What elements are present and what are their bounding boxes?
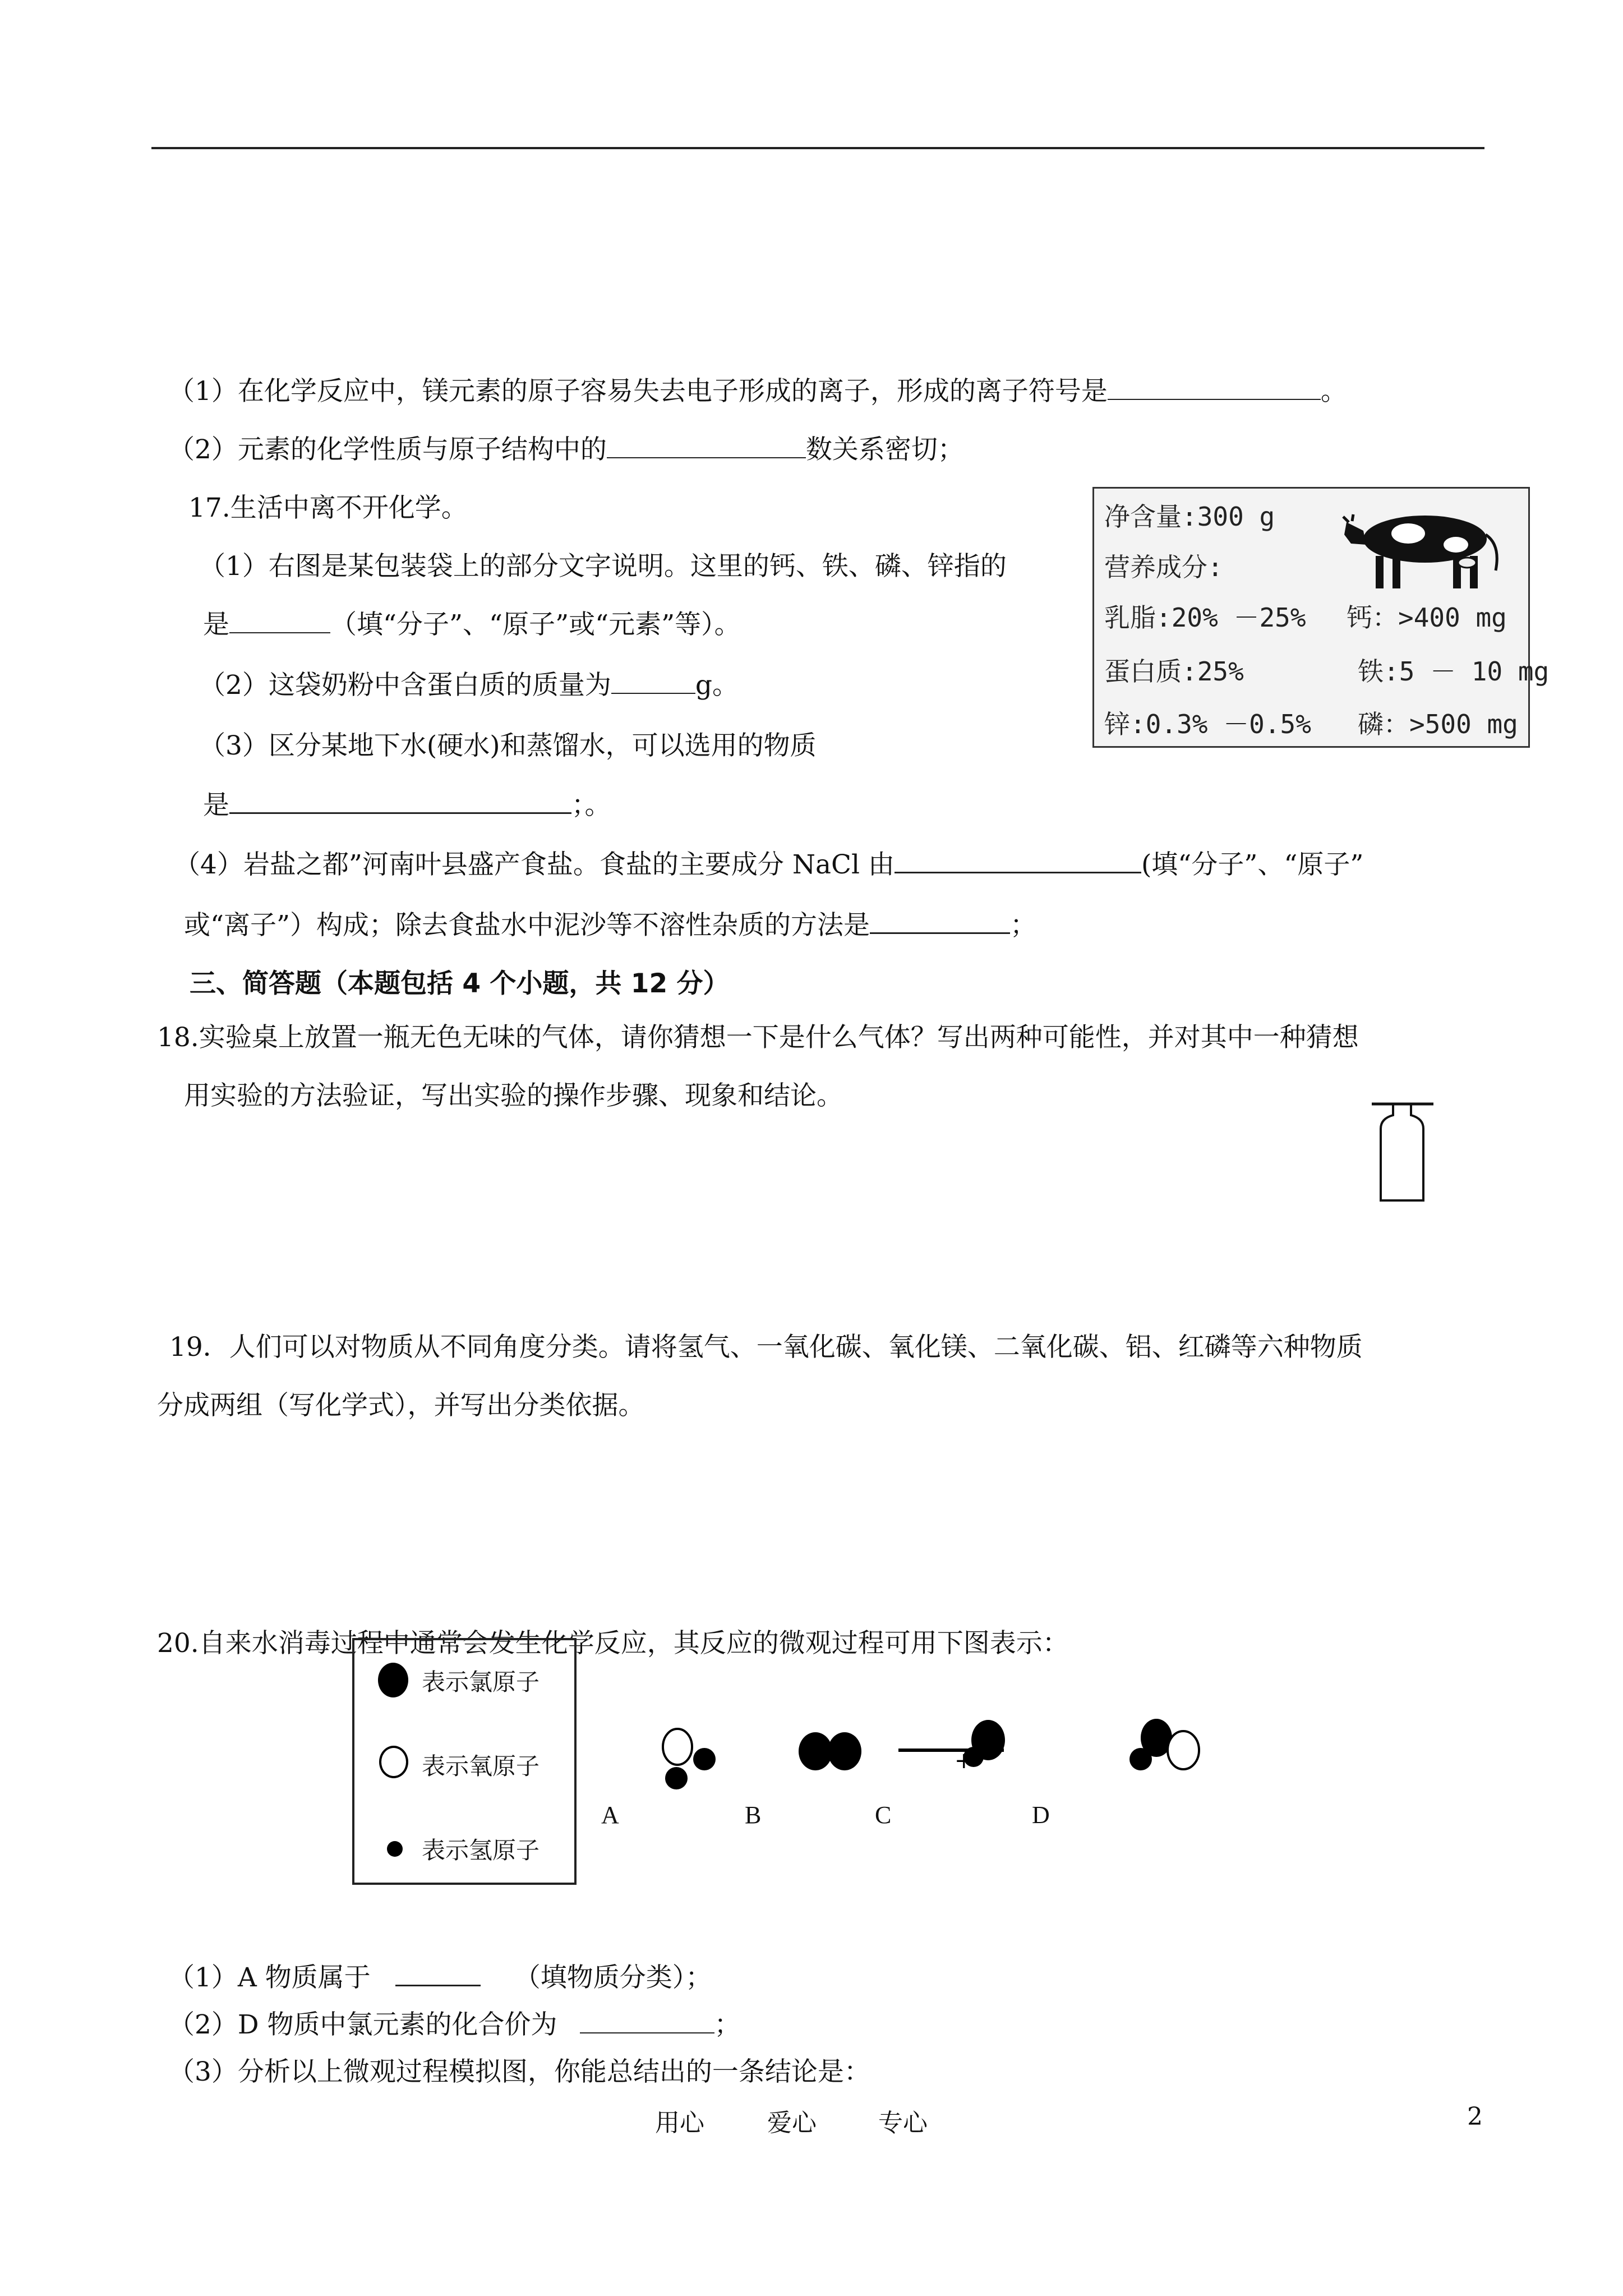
label-calcium: 钙：>400 mg [1347, 602, 1507, 633]
answer-blank-substance-class[interactable] [395, 1985, 481, 1986]
page-number: 2 [1467, 2102, 1483, 2131]
chlorine-atom-icon [378, 1663, 408, 1697]
legend-chlorine [354, 1658, 574, 1703]
q16-part2-end: 数关系密切； [805, 434, 964, 465]
q17-part2-end: g。 [695, 670, 739, 701]
answer-blank-ion-symbol[interactable] [1108, 399, 1321, 400]
q17-part3b [203, 789, 611, 822]
molecule-c [898, 1720, 1005, 1767]
label-a: A [601, 1801, 619, 1829]
label-phosphorus: 磷：>500 mg [1358, 709, 1518, 739]
q17-title: 17.生活中离不开化学。 [188, 493, 468, 523]
milk-package-label [1092, 487, 1550, 748]
q17-part4b [184, 909, 1036, 942]
q19-line2: 分成两组（写化学式），并写出分类依据。 [157, 1390, 645, 1421]
footer-word-2: 爱心 [767, 2109, 817, 2137]
q17-part1b-end: （填“分子”、“原子”或“元素”等）。 [330, 609, 741, 640]
q17-part4a [174, 848, 1363, 882]
q17-part3b-end: ；。 [571, 790, 611, 821]
q18-line1: 18.实验桌上放置一瓶无色无味的气体，请你猜想一下是什么气体？写出两种可能性，并对其中一种猜想 [157, 1022, 1359, 1053]
legend-chlorine-text: 表示氯原子 [422, 1668, 540, 1696]
q17-part4b-text: 或“离子”）构成；除去食盐水中泥沙等不溶性杂质的方法是 [184, 910, 870, 941]
q16-part2 [168, 433, 964, 467]
answer-blank-nacl-particles[interactable] [895, 872, 1141, 873]
label-d: D [1032, 1801, 1050, 1829]
answer-blank-electron-count[interactable] [607, 457, 806, 458]
answer-blank-element-type[interactable] [229, 632, 330, 633]
q16-part1-end: 。 [1320, 376, 1347, 407]
q20-sub2-text: （2）D 物质中氯元素的化合价为 [168, 2009, 557, 2040]
q20-intro: 20.自来水消毒过程中通常会发生化学反应，其反应的微观过程可用下图表示： [157, 1628, 1069, 1659]
section3-heading: 三、简答题（本题包括 4 个小题，共 12 分） [190, 968, 730, 999]
cow-icon [1341, 500, 1520, 595]
q20-sub1-end: （填物质分类）； [514, 1962, 712, 1993]
legend-oxygen-text: 表示氧原子 [422, 1752, 540, 1780]
legend-hydrogen-text: 表示氢原子 [422, 1837, 540, 1864]
q17-part3a: （3）区分某地下水(硬水)和蒸馏水，可以选用的物质 [199, 730, 817, 761]
q17-part4b-end: ； [1010, 910, 1037, 941]
label-c: C [875, 1801, 892, 1829]
gas-bottle-icon [1368, 1099, 1436, 1206]
label-iron: 铁:5 － 10 mg [1358, 656, 1550, 687]
label-nutrition: 营养成分: [1104, 552, 1223, 582]
q20-sub3: （3）分析以上微观过程模拟图，你能总结出的一条结论是： [168, 2056, 870, 2087]
label-fat: 乳脂:20% －25% [1104, 602, 1306, 633]
q20-sub2-end: ； [714, 2009, 741, 2040]
atom-legend [352, 1638, 577, 1885]
q17-part4a-end: (填“分子”、“原子” [1141, 849, 1364, 880]
molecule-a [663, 1729, 716, 1789]
q17-part3b-text: 是 [203, 790, 229, 821]
oxygen-atom-icon [379, 1746, 408, 1778]
answer-blank-separation-method[interactable] [870, 932, 1010, 934]
q19-line1: 19．人们可以对物质从不同角度分类。请将氢气、一氧化碳、氧化镁、二氧化碳、铝、红磷等六种物质 [169, 1332, 1363, 1363]
reaction-diagram [639, 1694, 1223, 1806]
answer-blank-reagent[interactable] [229, 812, 571, 814]
q18-line2: 用实验的方法验证，写出实验的操作步骤、现象和结论。 [184, 1080, 843, 1111]
hydrogen-atom-icon [387, 1841, 403, 1857]
answer-blank-protein-mass[interactable] [611, 693, 695, 694]
q16-part1-text: （1）在化学反应中，镁元素的原子容易失去电子形成的离子，形成的离子符号是 [168, 376, 1108, 407]
q17-part1b-text: 是 [203, 609, 229, 640]
q16-part2-text: （2）元素的化学性质与原子结构中的 [168, 434, 607, 465]
label-zinc: 锌:0.3% －0.5% [1104, 709, 1311, 739]
q20-sub1-text: （1）A 物质属于 [168, 1962, 371, 1993]
q17-part2 [199, 669, 739, 702]
q17-part2-text: （2）这袋奶粉中含蛋白质的质量为 [199, 670, 611, 701]
label-b: B [745, 1801, 762, 1829]
legend-hydrogen [354, 1826, 574, 1871]
header-rule [151, 147, 1484, 149]
q17-part1b [203, 608, 741, 642]
molecule-b [799, 1732, 861, 1770]
legend-oxygen [354, 1742, 574, 1787]
plus-sign: + [955, 1748, 974, 1774]
footer-word-1: 用心 [655, 2109, 704, 2137]
q17-part1a: （1）右图是某包装袋上的部分文字说明。这里的钙、铁、磷、锌指的 [199, 551, 1007, 582]
answer-blank-valence[interactable] [580, 2032, 714, 2033]
label-protein: 蛋白质:25% [1104, 656, 1244, 687]
label-net-content: 净含量:300 g [1104, 501, 1275, 532]
molecule-d [1129, 1719, 1199, 1770]
q20-sub2 [168, 2008, 741, 2042]
q17-part4a-text: （4）岩盐之都”河南叶县盛产食盐。食盐的主要成分 NaCl 由 [174, 849, 895, 880]
q16-part1 [168, 375, 1347, 408]
q20-sub1 [168, 1961, 712, 1995]
footer-word-3: 专心 [878, 2109, 928, 2137]
